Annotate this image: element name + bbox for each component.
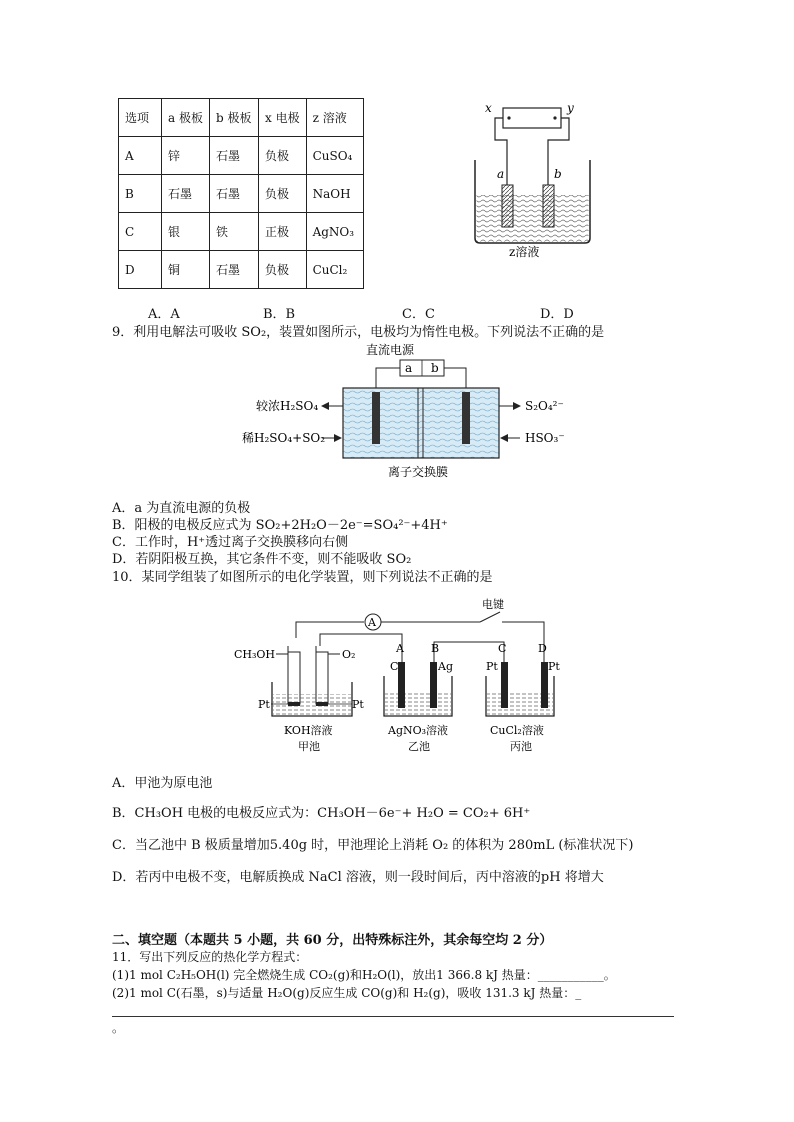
q9-electrolysis-figure — [240, 340, 570, 485]
beaker3-solution: CuCl₂溶液 — [490, 724, 544, 737]
table-cell: CuSO₄ — [306, 137, 363, 175]
beaker1-name: 甲池 — [298, 740, 320, 753]
power-b: b — [431, 361, 439, 375]
power-label: 直流电源 — [366, 343, 415, 357]
q10-apparatus-figure — [228, 596, 564, 758]
table-cell: 银 — [162, 213, 210, 251]
q9-option-a: A．a 为直流电源的负极 — [112, 501, 251, 516]
table-cell: 正极 — [258, 213, 306, 251]
q10-stem: 10．某同学组装了如图所示的电化学装置，则下列说法不正确的是 — [112, 570, 493, 585]
table-cell: 石墨 — [209, 251, 258, 289]
switch-label: 电键 — [482, 598, 504, 611]
table-cell: 石墨 — [209, 175, 258, 213]
table-cell: 铁 — [209, 213, 258, 251]
q8-option-a: A．A — [148, 307, 180, 322]
label-s2o4: S₂O₄²⁻ — [525, 399, 564, 413]
table-header-cell: b 极板 — [209, 99, 258, 137]
left-electrode — [372, 392, 380, 444]
table-cell: NaOH — [306, 175, 363, 213]
q11-stem: 11．写出下列反应的热化学方程式： — [112, 950, 308, 964]
label-b: b — [554, 167, 562, 181]
switch — [480, 612, 500, 622]
right-electrode — [462, 392, 470, 444]
table-cell: AgNO₃ — [306, 213, 363, 251]
table-cell: 铜 — [162, 251, 210, 289]
bing-electrode-1: Pt — [486, 660, 498, 673]
beaker1-solution: KOH溶液 — [284, 724, 333, 737]
q10-option-b: B．CH₃OH 电极的电极反应式为：CH₃OH－6e⁻+ H₂O = CO₂+ 6H⁺ — [112, 806, 531, 821]
label-y: y — [567, 101, 574, 115]
yi-electrode-1: C — [390, 660, 399, 673]
q8-option-d: D．D — [540, 307, 574, 322]
section2-heading: 二、填空题（本题共 5 小题，共 60 分，出特殊标注外，其余每空均 2 分） — [112, 933, 553, 948]
q8-options — [0, 303, 794, 321]
table-cell: CuCl₂ — [306, 251, 363, 289]
electrode-b — [543, 185, 554, 227]
letter-c: C — [498, 642, 507, 655]
table-cell: 负极 — [258, 175, 306, 213]
label-dilute-h2so4-so2: 稀H₂SO₄+SO₂ — [242, 431, 326, 445]
label-x: x — [485, 101, 492, 115]
label-a: a — [497, 167, 505, 181]
yi-electrode-2: Ag — [438, 660, 453, 673]
q11-part2-end: 。 — [112, 1021, 125, 1035]
letter-d: D — [538, 642, 547, 655]
electrode-bing-c — [501, 662, 508, 708]
pt-right-label: Pt — [352, 698, 364, 711]
letter-a: A — [396, 642, 404, 655]
table-cell: 石墨 — [162, 175, 210, 213]
q9-option-b: B．阳极的电极反应式为 SO₂+2H₂O－2e⁻=SO₄²⁻+4H⁺ — [112, 518, 448, 533]
label-hso3: HSO₃⁻ — [525, 431, 565, 445]
q9-stem: 9．利用电解法可吸收 SO₂，装置如图所示，电极均为惰性电极。下列说法不正确的是 — [112, 325, 605, 340]
z-solution — [477, 195, 589, 242]
table-header-row — [119, 99, 364, 137]
table-cell: A — [119, 137, 162, 175]
q10-option-a: A．甲池为原电池 — [112, 776, 213, 791]
q8-option-c: C．C — [402, 307, 435, 322]
caption-z-solution: z溶液 — [509, 245, 540, 259]
table-header-cell: z 溶液 — [306, 99, 363, 137]
q8-cell-figure — [465, 98, 605, 263]
table-cell: B — [119, 175, 162, 213]
table-row — [119, 213, 364, 251]
ammeter-label: A — [368, 616, 376, 629]
table-cell: C — [119, 213, 162, 251]
table-header-cell: x 电极 — [258, 99, 306, 137]
electrode-yi-ag — [430, 662, 437, 708]
q11-part2: (2)1 mol C(石墨，s)与适量 H₂O(g)反应生成 CO(g)和 H₂(g)，吸收 131.3 kJ 热量：_ — [112, 986, 582, 1000]
table-cell: D — [119, 251, 162, 289]
q8-option-b: B．B — [263, 307, 296, 322]
pt-left-label: Pt — [258, 698, 270, 711]
table-cell: 石墨 — [209, 137, 258, 175]
electrolysis-tank — [343, 388, 499, 458]
table-row — [119, 175, 364, 213]
answer-line — [112, 1016, 674, 1017]
q11-part1: (1)1 mol C₂H₅OH(l) 完全燃烧生成 CO₂(g)和H₂O(l)，放出1 366.8 kJ 热量：___________。 — [112, 968, 616, 982]
membrane-label: 离子交换膜 — [388, 465, 449, 479]
table-row — [119, 251, 364, 289]
q9-option-c: C．工作时，H⁺透过离子交换膜移向右侧 — [112, 535, 349, 550]
o2-label: O₂ — [342, 648, 356, 661]
power-a: a — [405, 361, 413, 375]
q9-option-d: D．若阴阳极互换，其它条件不变，则不能吸收 SO₂ — [112, 552, 412, 567]
power-supply-box — [503, 108, 561, 128]
letter-b: B — [431, 642, 440, 655]
electrode-bing-d — [541, 662, 548, 708]
electrode-a — [502, 185, 513, 227]
options-table — [118, 98, 364, 289]
electrode-yi-c — [398, 662, 405, 708]
bing-electrode-2: Pt — [548, 660, 560, 673]
beaker2-solution: AgNO₃溶液 — [388, 724, 449, 737]
table-cell: 锌 — [162, 137, 210, 175]
table-row — [119, 137, 364, 175]
q10-option-d: D．若丙中电极不变，电解质换成 NaCl 溶液，则一段时间后，丙中溶液的pH 将增大 — [112, 870, 604, 885]
label-conc-h2so4: 较浓H₂SO₄ — [256, 399, 319, 413]
q10-option-c: C．当乙池中 B 极质量增加5.40g 时，甲池理论上消耗 O₂ 的体积为 280mL (标准状况下) — [112, 838, 634, 853]
table-header-cell: a 极板 — [162, 99, 210, 137]
beaker3-name: 丙池 — [510, 740, 532, 753]
table-cell: 负极 — [258, 251, 306, 289]
ch3oh-label: CH₃OH — [234, 648, 276, 661]
table-header-cell: 选项 — [119, 99, 162, 137]
table-cell: 负极 — [258, 137, 306, 175]
beaker2-name: 乙池 — [408, 740, 430, 753]
